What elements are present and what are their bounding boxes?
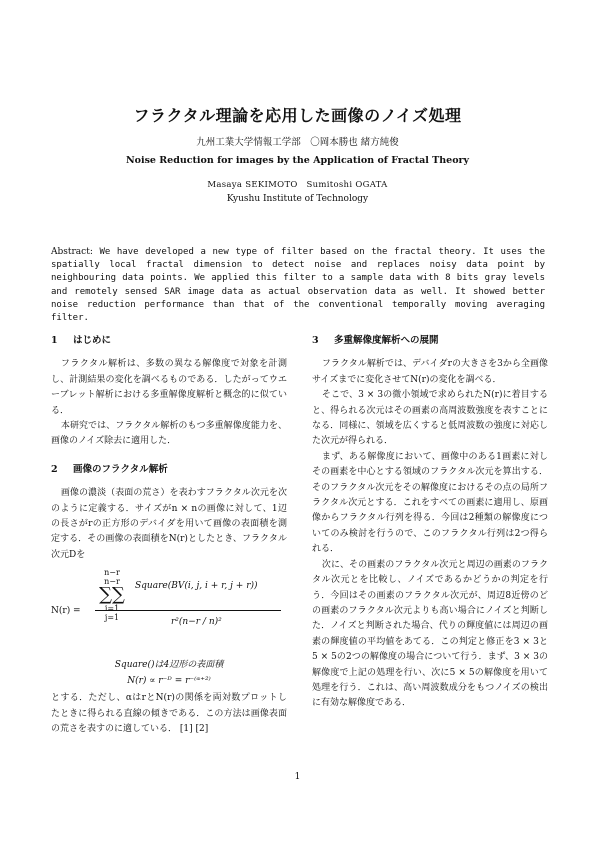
summation-symbol: [97, 568, 127, 622]
section-1-title: はじめに: [73, 335, 112, 346]
section-1-paragraph-1: フラクタル解析は、多数の異なる解像度で対象を計測し、計測結果の変化を調べるものである．したがってウエーブレット解析における多重解像度解析と概念的に似ている．: [51, 359, 287, 416]
equation-lhs: N(r) =: [51, 606, 81, 617]
equation-denominator: r²(n−r / n)²: [171, 617, 222, 628]
section-3-paragraph-3: まず、ある解像度において、画像中のある1画素に対しその画素を中心とする領域のフラクタル次元を算出する．そのフラクタル次元をその解像度におけるその点の局所フラクタル次元とする．これをすべての画素に適用し、原画像からフラクタル行列を得る．今回は2種類の解像度についてのみ検討を行うので、このフラクタル行列は2つ得られる．: [312, 451, 548, 555]
equation-numerator: Square(BV(i, j, i + r, j + r)): [135, 581, 258, 592]
paper-title-english: Noise Reduction for images by the Application of Fractal Theory: [125, 155, 470, 166]
section-2-title: 画像のフラクタル解析: [73, 463, 168, 475]
abstract-label: Abstract:: [51, 247, 93, 257]
section-2-paragraph-2: とする．ただし、αはrとN(r)の関係を両対数プロットしたときに得られる直線の傾きである．この方法は画像表面の荒さを表すのに適している． [1] [2]: [51, 693, 287, 734]
section-3-paragraph-4: 次に、その画素のフラクタル次元と周辺の画素のフラクタル次元とを比較し、ノイズであるかどうかの判定を行う．今回はその画素のフラクタル次元が、周辺8近傍のどの画素のフラクタル次元よりも高い場合にノイズと判断した．ノイズと判断された場合、代りの輝度値には周辺の画素の輝度値の平均値をあてる．この判定と修正を3 × 3と5 × 5の2つの解像度の場合について行う．まず、3 × 3の解像度で上記の処理を行い、次に5 × 5の解像度を用いて処理を行う．これは、高い周波数成分をもつノイズの検出に有効な解像度である．: [312, 559, 548, 709]
section-2-paragraph-1: 画像の濃淡（表面の荒さ）を表わすフラクタル次元を次のように定義する．サイズがn × nの画像に対して、1辺の長さがrの正方形のデバイダを用いて画像の表面積を測定する．その画像の表面積をN(r)としたとき、フラクタル次元Dを: [51, 488, 287, 560]
summation-upper-limits: n−r n−r: [104, 568, 120, 587]
section-3-paragraph-1: フラクタル解析では、デバイダrの大きさを3から全画像サイズまでに変化させてN(r)の変化を調べる．: [312, 359, 548, 385]
section-1-number: 1: [51, 335, 58, 346]
section-1-heading: [51, 333, 287, 348]
fraction-bar: [95, 610, 281, 611]
power-law-equation: N(r) ∝ r⁻ᴰ = r⁻⁽ᵅ⁺²⁾: [127, 675, 211, 686]
section-3-number: 3: [312, 335, 319, 346]
abstract-text: We have developed a new type of filter based on the fractal theory. It uses the spatially local fractal dimension to detect noise and replaces noisy data point by neighbouring data points. We applied this filter to a sample data with 8 bits gray levels and remotely sensed SAR image data as actual observation data as well. It showed better noise reduction performance than that of the conventional temporally moving averaging filter.: [51, 247, 546, 324]
fractal-equation: [51, 566, 287, 689]
section-3-heading: [312, 333, 548, 348]
authors-japanese: 九州工業大学情報工学部 〇岡本勝也 緒方純俊: [196, 137, 399, 148]
section-3-paragraph-2: そこで、3 × 3の微小領域で求められたN(r)に着目すると、得られる次元はその画素の高周波数強度を表すことになる．同様に、領域を広くすると低周波数の強度に対応した次元が得られる．: [312, 390, 548, 447]
paper-title: フラクタル理論を応用した画像のノイズ処理: [133, 106, 462, 125]
left-column: [51, 333, 287, 737]
page-number: 1: [294, 772, 301, 782]
summation-lower-limits: i=1 j=1: [104, 604, 120, 623]
section-3-title: 多重解像度解析への展開: [334, 335, 439, 346]
authors-english: Masaya SEKIMOTO Sumitoshi OGATA: [207, 180, 388, 190]
section-2-number: 2: [51, 463, 58, 475]
abstract: [51, 246, 545, 325]
right-column: [312, 333, 548, 712]
section-1-paragraph-2: 本研究では、フラクタル解析のもつ多重解像度能力を、画像のノイズ除去に適用した．: [51, 421, 287, 447]
square-definition: Square()は4辺形の表面積: [114, 660, 224, 671]
section-2-heading: [51, 462, 287, 477]
sigma-icon: ∑∑: [99, 584, 125, 606]
affiliation: Kyushu Institute of Technology: [226, 194, 369, 204]
